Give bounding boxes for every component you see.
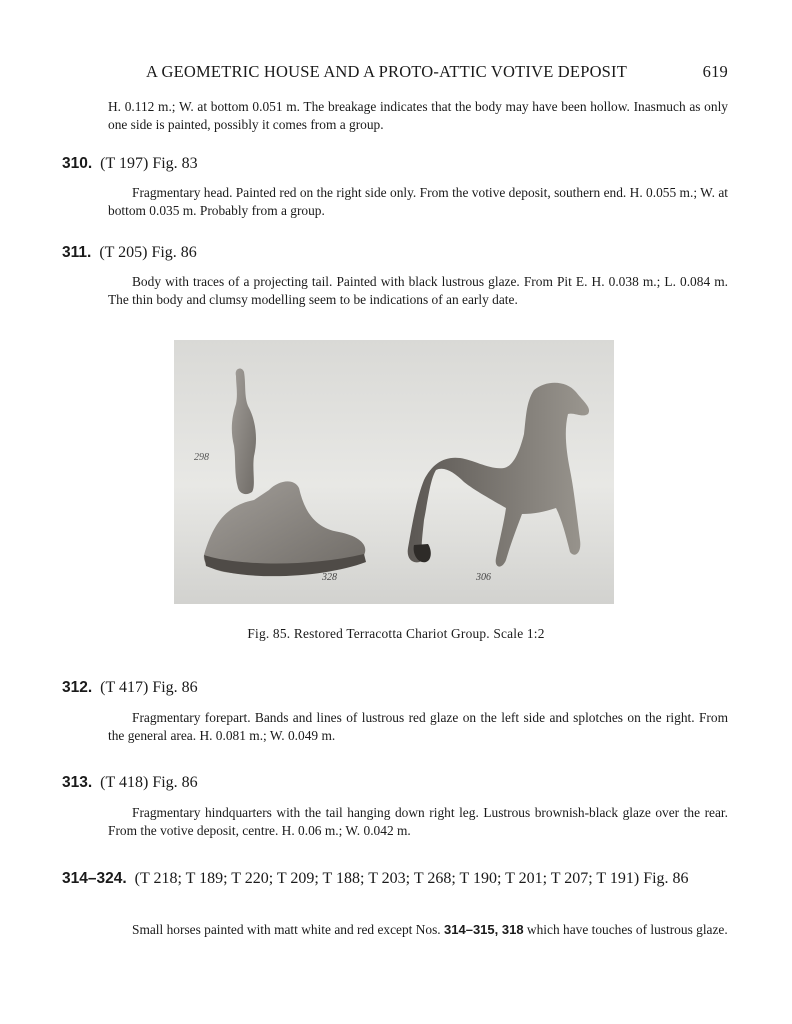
entry-number: 313. (62, 774, 93, 791)
entry-310-text: Fragmentary head. Painted red on the right side only. From the votive deposit, southern end. H. 0.055 m.; W. at bottom 0.035 m. Probably from a group. (108, 185, 728, 218)
photo-illustration (174, 340, 614, 604)
entry-number: 312. (62, 679, 93, 696)
entry-312-text: Fragmentary forepart. Bands and lines of lustrous red glaze on the left side and splotches on the right. From the general area. H. 0.081 m.; W. 0.049 m. (108, 710, 728, 743)
entry-314-324-text (108, 921, 728, 939)
bold-numbers: 314–315, 318 (444, 922, 524, 937)
running-head-title: A GEOMETRIC HOUSE AND A PROTO-ATTIC VOTIVE DEPOSIT (146, 62, 628, 81)
figure-caption: Fig. 85. Restored Terracotta Chariot Group. Scale 1:2 (247, 626, 545, 641)
label-306: 306 (476, 572, 491, 583)
entry-310-heading (62, 155, 198, 173)
text-after: which have touches of lustrous glaze. (526, 922, 728, 937)
entry-ref: (T 417) Fig. 86 (100, 679, 198, 696)
entry-311-heading (62, 244, 197, 262)
intro-paragraph: H. 0.112 m.; W. at bottom 0.051 m. The breakage indicates that the body may have been hollow. Inasmuch as only one side is painted, possibly it comes from a group. (108, 99, 728, 132)
figure-photo (174, 340, 614, 604)
entry-313-text: Fragmentary hindquarters with the tail hanging down right leg. Lustrous brownish-black glaze over the rear. From the votive deposit, centre. H. 0.06 m.; W. 0.042 m. (108, 805, 728, 838)
entry-ref: (T 205) Fig. 86 (99, 244, 197, 261)
label-328: 328 (322, 572, 337, 583)
entry-ref: (T 218; T 189; T 220; T 209; T 188; T 203; T 268; T 190; T 201; T 207; T 191) Fig. 86 (134, 870, 689, 887)
entry-number: 311. (62, 244, 92, 261)
entry-number: 310. (62, 155, 93, 172)
label-298: 298 (194, 452, 209, 463)
entry-ref: (T 418) Fig. 86 (100, 774, 198, 791)
entry-number: 314–324. (62, 870, 127, 887)
entry-314-324-heading (62, 868, 728, 889)
entry-311-text: Body with traces of a projecting tail. Painted with black lustrous glaze. From Pit E. H. 0.038 m.; L. 0.084 m. The thin body and clumsy modelling seem to be indications of an early date. (108, 274, 728, 307)
entry-313-heading (62, 774, 198, 792)
page-number: 619 (702, 62, 728, 81)
entry-312-heading (62, 679, 198, 697)
entry-ref: (T 197) Fig. 83 (100, 155, 198, 172)
text-before: Small horses painted with matt white and red except Nos. (132, 922, 441, 937)
